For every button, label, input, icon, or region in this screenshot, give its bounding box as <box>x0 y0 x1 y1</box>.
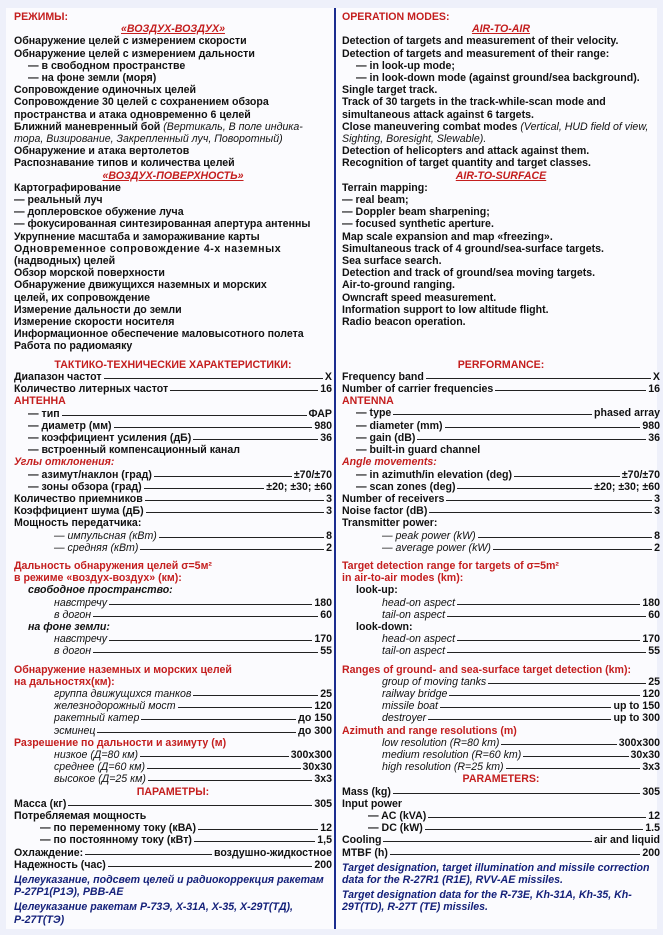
spec-label: Noise factor (dB) <box>342 505 428 518</box>
parameters-title: ПАРАМЕТРЫ: <box>136 785 210 798</box>
mode-item: Sea surface search. <box>342 255 442 268</box>
spec-value: 8 <box>654 529 660 542</box>
subsection-label: look-up: <box>356 584 398 597</box>
spec-value: 3x3 <box>642 761 660 774</box>
spec-value: phased array <box>594 407 660 420</box>
mode-item: пространства и атака одновременно 6 целей <box>14 108 251 121</box>
mode-item: Измерение скорости носителя <box>14 316 175 329</box>
spec-label: tail-on aspect <box>382 608 446 621</box>
detection-heading: Дальность обнаружения целей σ=5м² <box>14 559 212 572</box>
mode-item: Обнаружение движущихся наземных и морских <box>14 279 267 292</box>
mode-item-detail: (Vertical, HUD field of view, <box>520 120 649 133</box>
mode-item: — in look-down mode (against ground/sea background). <box>356 72 640 85</box>
spec-value: 3 <box>654 492 660 505</box>
mode-item: Detection of targets and measurement of their velocity. <box>342 35 619 48</box>
spec-label: — built-in guard channel <box>356 444 481 457</box>
spec-label: missile boat <box>382 700 438 713</box>
mode-item: Измерение дальности до земли <box>14 303 182 316</box>
spec-label: destroyer <box>382 712 427 725</box>
spec-value: 36 <box>320 431 332 444</box>
spec-value: X <box>324 370 332 383</box>
mode-item: Распознавание типов и количества целей <box>14 157 235 170</box>
spec-label: — средняя (кВт) <box>54 541 139 554</box>
missile-note: Target designation, target illumination and missile correction data for the R-27R1 (R1E), RVV-AE missiles. <box>342 861 650 886</box>
spec-value: 60 <box>320 608 332 621</box>
spec-label: группа движущихся танков <box>54 687 192 700</box>
spec-label: high resolution (R=25 km) <box>382 761 504 774</box>
performance-title: ТАКТИКО-ТЕХНИЧЕСКИЕ ХАРАКТЕРИСТИКИ: <box>54 358 292 371</box>
spec-value: 3x3 <box>314 773 332 786</box>
mode-item: — реальный луч <box>14 194 103 207</box>
spec-value: 170 <box>642 633 660 646</box>
mode-item: simultaneous attack against 6 targets. <box>342 108 534 121</box>
spec-label: — азимут/наклон (град) <box>28 468 152 481</box>
mode-item: — in look-up mode; <box>356 59 455 72</box>
spec-value: 25 <box>648 675 660 688</box>
missile-note: Целеуказание, подсвет целей и радиокоррекция ракетам Р-27Р1(Р1Э), РВВ-АЕ <box>14 874 324 899</box>
spec-label: Количество приемников <box>14 492 143 505</box>
spec-label: — diameter (mm) <box>356 419 443 432</box>
spec-label: Количество литерных частот <box>14 383 169 396</box>
mode-item: Обнаружение и атака вертолетов <box>14 145 190 158</box>
ground-detection-heading: Ranges of ground- and sea-surface target detection (km): <box>342 663 632 676</box>
antenna-heading: ANTENNA <box>342 395 394 408</box>
spec-label: — type <box>356 407 392 420</box>
spec-label: railway bridge <box>382 687 448 700</box>
spec-label: Диапазон частот <box>14 370 102 383</box>
subsection-label: свободное пространство: <box>28 584 173 597</box>
parameters-title: PARAMETERS: <box>462 773 540 786</box>
spec-value: 12 <box>648 809 660 822</box>
mode-item: Ближний маневренный бой <box>14 120 161 133</box>
spec-label: medium resolution (R=60 km) <box>382 748 522 761</box>
spec-label: low resolution (R=80 km) <box>382 736 500 749</box>
spec-value: 200 <box>314 858 332 871</box>
spec-value: 55 <box>648 645 660 658</box>
spec-label: group of moving tanks <box>382 675 487 688</box>
spec-value: ±70/±70 <box>621 468 660 481</box>
spec-value: 2 <box>326 541 332 554</box>
mode-item: Работа по радиомаяку <box>14 340 133 353</box>
mode-item: Обнаружение целей с измерением дальности <box>14 47 255 60</box>
spec-label: — тип <box>28 407 60 420</box>
spec-value: 1,5 <box>317 834 332 847</box>
spec-value: air and liquid <box>594 834 660 847</box>
ground-detection-heading: Обнаружение наземных и морских целей <box>14 663 232 676</box>
spec-value: ±70/±70 <box>293 468 332 481</box>
spec-value: 300x300 <box>618 736 660 749</box>
spec-label: — average power (kW) <box>382 541 491 554</box>
spec-value: 55 <box>320 645 332 658</box>
subsection-label: на фоне земли: <box>28 620 110 633</box>
spec-value: 3 <box>654 505 660 518</box>
mode-item: Укрупнение масштаба и замораживание карты <box>14 230 260 243</box>
spec-label: — импульсная (кВт) <box>54 529 157 542</box>
spec-label: высокое (Д=25 км) <box>54 773 146 786</box>
spec-label: — peak power (kW) <box>382 529 476 542</box>
datasheet <box>6 8 660 929</box>
mode-item: Картографирование <box>14 181 121 194</box>
spec-value: 300x300 <box>290 748 332 761</box>
spec-label: Input power <box>342 797 403 810</box>
mode-item: Owncraft speed measurement. <box>342 291 497 304</box>
spec-label: Охлаждение: <box>14 846 84 859</box>
mode-item: Сопровождение одиночных целей <box>14 84 197 97</box>
mode-item: Single target track. <box>342 84 438 97</box>
spec-value: 8 <box>326 529 332 542</box>
spec-value: 3 <box>326 505 332 518</box>
performance-title: PERFORMANCE: <box>457 358 545 371</box>
spec-label: эсминец <box>54 724 96 737</box>
spec-value: 305 <box>642 785 660 798</box>
mode-item: Detection of targets and measurement of their range: <box>342 47 610 60</box>
spec-label: — gain (dB) <box>356 431 416 444</box>
air-to-air-title: «ВОЗДУХ-ВОЗДУХ» <box>121 23 225 36</box>
spec-label: Mass (kg) <box>342 785 391 798</box>
mode-item: Map scale expansion and map «freezing». <box>342 230 553 243</box>
air-to-surface-title: «ВОЗДУХ-ПОВЕРХНОСТЬ» <box>102 169 244 182</box>
spec-label: — диаметр (мм) <box>28 419 112 432</box>
spec-label: в догон <box>54 608 92 621</box>
spec-label: навстречу <box>54 633 107 646</box>
spec-label: head-on aspect <box>382 633 456 646</box>
angles-heading: Angle movements: <box>342 456 437 469</box>
spec-label: Коэффициент шума (дБ) <box>14 505 144 518</box>
spec-label: ракетный катер <box>54 712 140 725</box>
spec-value: 16 <box>648 383 660 396</box>
spec-label: — DC (kW) <box>368 822 423 835</box>
mode-item: Detection of helicopters and attack against them. <box>342 145 590 158</box>
ground-detection-heading: на дальностях(км): <box>14 675 115 688</box>
spec-label: head-on aspect <box>382 596 456 609</box>
spec-value: 200 <box>642 846 660 859</box>
mode-item: — real beam; <box>342 194 409 207</box>
spec-value: 30x30 <box>302 761 332 774</box>
mode-item: Detection and track of ground/sea moving targets. <box>342 267 596 280</box>
missile-note: Target designation data for the R-73E, Kh-31A, Kh-35, Kh-29T(TD), R-27T (TE) missiles. <box>342 889 632 914</box>
spec-value: 12 <box>320 822 332 835</box>
angles-heading: Углы отклонения: <box>14 456 115 469</box>
spec-label: в догон <box>54 645 92 658</box>
spec-value: up to 150 <box>613 700 660 713</box>
spec-label: tail-on aspect <box>382 645 446 658</box>
mode-item: Recognition of target quantity and target classes. <box>342 157 591 170</box>
modes-title: РЕЖИМЫ: <box>14 11 69 23</box>
spec-value: 3 <box>326 492 332 505</box>
spec-label: — зоны обзора (град) <box>28 480 142 493</box>
mode-item: Обзор морской поверхности <box>14 267 165 280</box>
spec-value: 16 <box>320 383 332 396</box>
mode-item: (надводных) целей <box>14 255 116 268</box>
spec-label: Transmitter power: <box>342 517 438 530</box>
missile-note: Целеуказание ракетам Р-73Э, Х-31А, Х-35, Х-29Т(ТД), Р-27Т(ТЭ) <box>14 901 293 926</box>
detection-heading: in air-to-air modes (km): <box>342 572 464 585</box>
spec-value: воздушно-жидкостное <box>213 846 332 859</box>
mode-item: Information support to low altitude flight. <box>342 303 549 316</box>
spec-label: — scan zones (deg) <box>356 480 456 493</box>
spec-value: ФАР <box>308 407 332 420</box>
spec-value: до 300 <box>298 724 332 737</box>
mode-item-detail: Sighting, Boresight, Slewable). <box>342 133 487 146</box>
spec-value: 36 <box>648 431 660 444</box>
spec-value: 30x30 <box>630 748 660 761</box>
spec-label: — AC (kVA) <box>368 809 427 822</box>
spec-value: 180 <box>642 596 660 609</box>
mode-item-detail: (Вертикаль, В поле индика- <box>163 120 303 133</box>
mode-item-detail: тора, Визирование, Закрепленный луч, Поворотный) <box>14 133 283 146</box>
mode-item: Track of 30 targets in the track-while-scan mode and <box>342 96 606 109</box>
mode-item: Radio beacon operation. <box>342 316 466 329</box>
modes-title: OPERATION MODES: <box>342 11 450 23</box>
mode-item: Terrain mapping: <box>342 181 428 194</box>
mode-item: целей, их сопровождение <box>14 291 150 304</box>
spec-value: 170 <box>314 633 332 646</box>
air-to-surface-title: AIR-TO-SURFACE <box>455 169 547 182</box>
resolution-heading: Azimuth and range resolutions (m) <box>342 724 517 737</box>
spec-value: ±20; ±30; ±60 <box>266 480 332 493</box>
mode-item: Simultaneous track of 4 ground/sea-surface targets. <box>342 242 604 255</box>
spec-label: — коэффициент усиления (дБ) <box>28 431 192 444</box>
spec-label: железнодорожный мост <box>54 700 176 713</box>
spec-label: Number of carrier frequencies <box>342 383 494 396</box>
spec-label: Мощность передатчика: <box>14 517 142 530</box>
spec-value: 120 <box>314 700 332 713</box>
spec-label: — встроенный компенсационный канал <box>28 444 240 457</box>
spec-label: Frequency band <box>342 370 424 383</box>
spec-label: Cooling <box>342 834 382 847</box>
antenna-heading: АНТЕННА <box>14 395 66 408</box>
column-divider <box>334 8 336 929</box>
mode-item: — доплеровское обужение луча <box>14 206 184 219</box>
mode-item: — фокусированная синтезированная апертура антенны <box>14 218 311 231</box>
mode-item: Сопровождение 30 целей с сохранением обзора <box>14 96 269 109</box>
spec-label: среднее (Д=60 км) <box>54 761 146 774</box>
spec-label: низкое (Д=80 км) <box>54 748 139 761</box>
mode-item: — на фоне земли (моря) <box>28 72 157 85</box>
mode-item: — focused synthetic aperture. <box>342 218 494 231</box>
mode-item: — Doppler beam sharpening; <box>342 206 490 219</box>
spec-label: Потребляемая мощность <box>14 810 147 822</box>
mode-item: Одновременное сопровождение 4-х наземных <box>14 242 282 255</box>
spec-label: — по постоянному току (кВт) <box>40 834 192 847</box>
spec-value: up to 300 <box>613 712 660 725</box>
spec-value: 2 <box>654 541 660 554</box>
spec-value: 980 <box>314 419 332 432</box>
spec-value: 60 <box>648 608 660 621</box>
spec-label: Масса (кг) <box>14 797 67 810</box>
spec-value: 120 <box>642 687 660 700</box>
spec-label: Надежность (час) <box>14 858 106 871</box>
spec-value: 25 <box>320 687 332 700</box>
detection-heading: в режиме «воздух-воздух» (км): <box>14 572 182 585</box>
air-to-air-title: AIR-TO-AIR <box>471 23 531 36</box>
spec-label: навстречу <box>54 596 107 609</box>
spec-value: 980 <box>642 419 660 432</box>
spec-value: 305 <box>314 797 332 810</box>
mode-item: Air-to-ground ranging. <box>342 279 455 292</box>
russian-column <box>14 11 332 926</box>
spec-label: MTBF (h) <box>342 846 388 859</box>
spec-label: — in azimuth/in elevation (deg) <box>356 468 512 481</box>
subsection-label: look-down: <box>356 620 413 633</box>
spec-value: ±20; ±30; ±60 <box>594 480 660 493</box>
spec-label: Number of receivers <box>342 492 445 505</box>
spec-value: до 150 <box>298 712 332 725</box>
spec-value: X <box>652 370 660 383</box>
english-column <box>342 11 660 914</box>
resolution-heading: Разрешение по дальности и азимуту (м) <box>14 736 227 749</box>
spec-label: — по переменному току (кВА) <box>40 822 197 835</box>
spec-value: 1.5 <box>645 822 660 835</box>
mode-item: Close maneuvering combat modes <box>342 120 518 133</box>
mode-item: Обнаружение целей с измерением скорости <box>14 35 247 48</box>
mode-item: — в свободном пространстве <box>28 59 186 72</box>
detection-heading: Target detection range for targets of σ=5m² <box>342 559 559 572</box>
mode-item: Информационное обеспечение маловысотного полета <box>14 328 304 341</box>
spec-value: 180 <box>314 596 332 609</box>
